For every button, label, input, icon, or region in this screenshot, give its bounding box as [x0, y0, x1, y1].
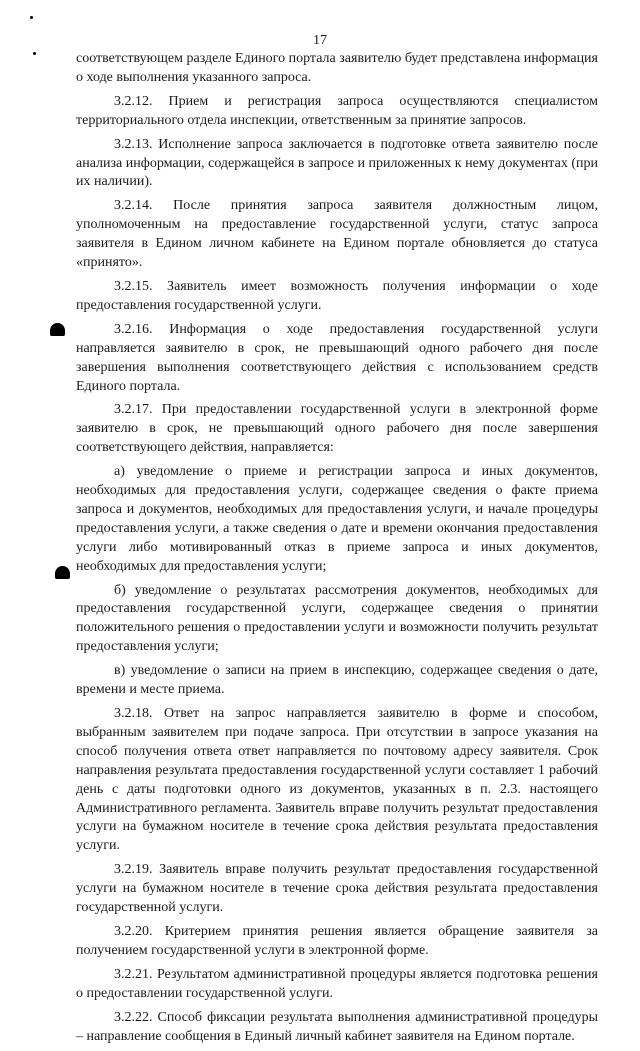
- paragraph-continuation: соответствующем разделе Единого портала заявителю будет представлена информация о ходе выполнения указанного запроса.: [76, 51, 598, 85]
- paragraph-3-2-12: 3.2.12. Прием и регистрация запроса осуществляются специалистом территориального отдела инспекции, ответственным за принятие запросов.: [76, 93, 598, 128]
- list-item-b: б) уведомление о результатах рассмотрения документов, необходимых для предоставления государственной услуги, содержащее сведения о принятии положительного решения о предоставлении услуги и возможности получить результат предоставления услуги;: [76, 582, 598, 655]
- paragraph-3-2-16: 3.2.16. Информация о ходе предоставления государственной услуги направляется заявителю в срок, не превышающий одного рабочего дня после завершения выполнения соответствующего действия с использованием средств Единого портала.: [76, 321, 598, 394]
- paragraph-3-2-15: 3.2.15. Заявитель имеет возможность получения информации о ходе предоставления государственной услуги.: [76, 278, 598, 313]
- paragraph-3-2-17: 3.2.17. При предоставлении государственной услуги в электронной форме заявителю в срок, не превышающий одного рабочего дня после завершения соответствующего действия, направляется:: [76, 402, 598, 456]
- scan-speck: [33, 52, 36, 55]
- document-body: [76, 50, 598, 1051]
- paragraph-3-2-14: 3.2.14. После принятия запроса заявителя должностным лицом, уполномоченным на предоставление государственной услуги, статус запроса заявителя в Едином личном кабинете на Едином портале обновляется до статуса «принято».: [76, 198, 598, 271]
- paragraph-3-2-20: 3.2.20. Критерием принятия решения является обращение заявителя за получением государственной услуги в электронной форме.: [76, 923, 598, 958]
- paragraph-3-2-19: 3.2.19. Заявитель вправе получить результат предоставления государственной услуги на бумажном носителе в течение срока действия результата предоставления государственной услуги.: [76, 862, 598, 916]
- paragraph-3-2-21: 3.2.21. Результатом административной процедуры является подготовка решения о предоставлении государственной услуги.: [76, 966, 598, 1001]
- list-item-v: в) уведомление о записи на прием в инспекцию, содержащее сведения о дате, времени и месте приема.: [76, 663, 598, 698]
- punch-hole-mark: [55, 566, 70, 579]
- scan-speck: [30, 16, 33, 19]
- paragraph-3-2-13: 3.2.13. Исполнение запроса заключается в подготовке ответа заявителю после анализа информации, содержащейся в запросе и приложенных к нему документах (при их наличии).: [76, 136, 598, 190]
- paragraph-3-2-18: 3.2.18. Ответ на запрос направляется заявителю в форме и способом, выбранным заявителем при подаче запроса. При отсутствии в запросе указания на способ получения ответа ответ направляется по почтовому адресу заявителя. Срок направления результата предоставления государственной услуги составляет 1 рабочий день с даты подготовки одного из документов, указанных в п. 2.3. настоящего Административного регламента. Заявитель вправе получить результат предоставления услуги на бумажном носителе в течение срока действия результата предоставления услуги.: [76, 706, 598, 854]
- punch-hole-mark: [50, 323, 65, 336]
- page-number: 17: [313, 33, 327, 48]
- list-item-a: а) уведомление о приеме и регистрации запроса и иных документов, необходимых для предоставления услуги, содержащее сведения о факте приема запроса и документов, необходимых для предоставления услуги, и начале процедуры предоставления услуги, а также сведения о дате и времени окончания предоставления услуги либо мотивированный отказ в приеме запроса и иных документов, необходимых для предоставления услуги;: [76, 464, 598, 574]
- paragraph-3-2-22: 3.2.22. Способ фиксации результата выполнения административной процедуры – направление сообщения в Единый личный кабинет заявителя на Едином портале.: [76, 1009, 598, 1044]
